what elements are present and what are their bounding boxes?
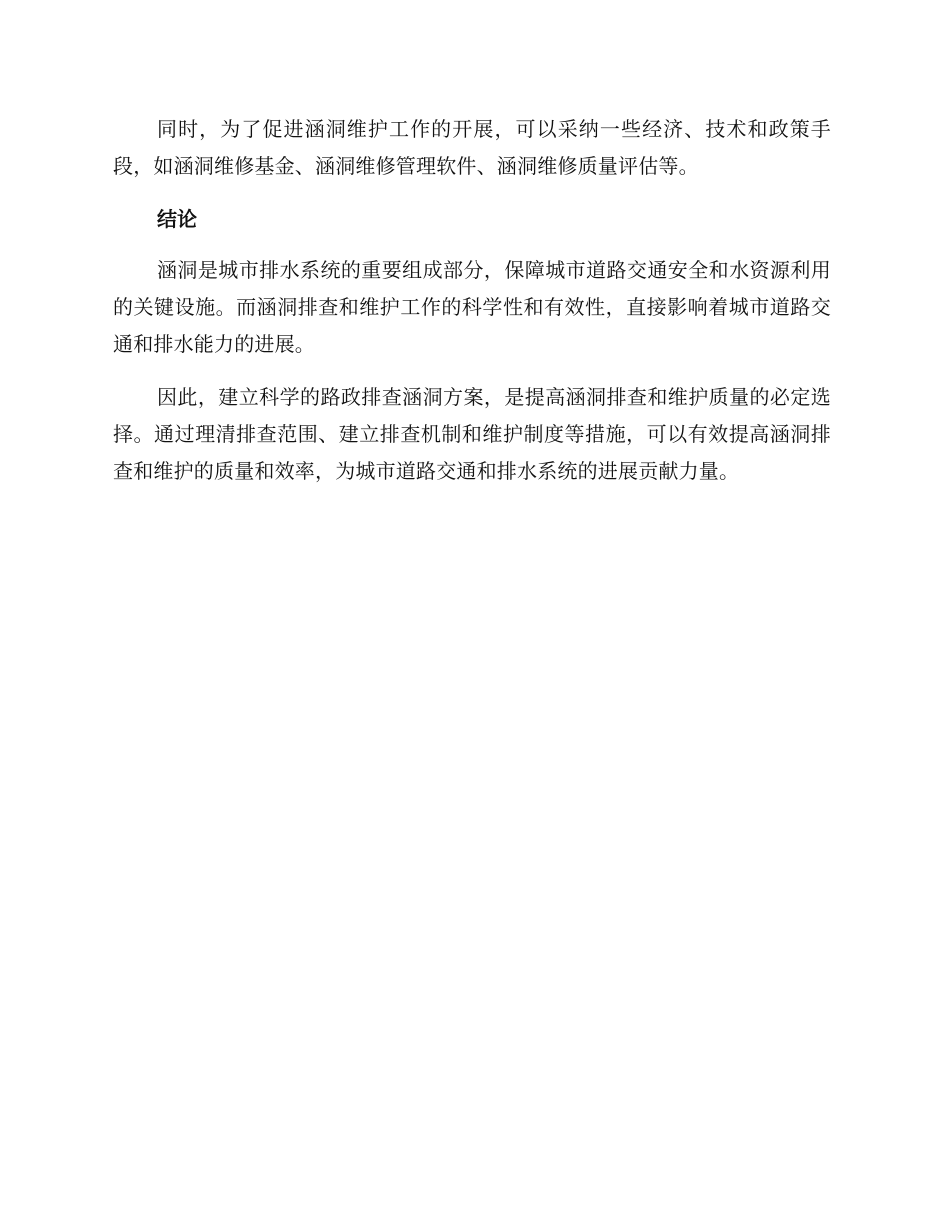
section-heading-conclusion: 结论	[157, 207, 197, 231]
document-body	[113, 111, 831, 506]
paragraph-conclusion-importance: 涵洞是城市排水系统的重要组成部分，保障城市道路交通安全和水资源利用的关键设施。而涵洞排查和维护工作的科学性和有效性，直接影响着城市道路交通和排水能力的进展。	[113, 258, 831, 356]
paragraph-maintenance-measures: 同时，为了促进涵洞维护工作的开展，可以采纳一些经济、技术和政策手段，如涵洞维修基金、涵洞维修管理软件、涵洞维修质量评估等。	[113, 117, 831, 178]
paragraph-conclusion-recommendation: 因此，建立科学的路政排查涵洞方案，是提高涵洞排查和维护质量的必定选择。通过理清排查范围、建立排查机制和维护制度等措施，可以有效提高涵洞排查和维护的质量和效率，为城市道路交通和排水系统的进展贡献力量。	[113, 385, 831, 483]
